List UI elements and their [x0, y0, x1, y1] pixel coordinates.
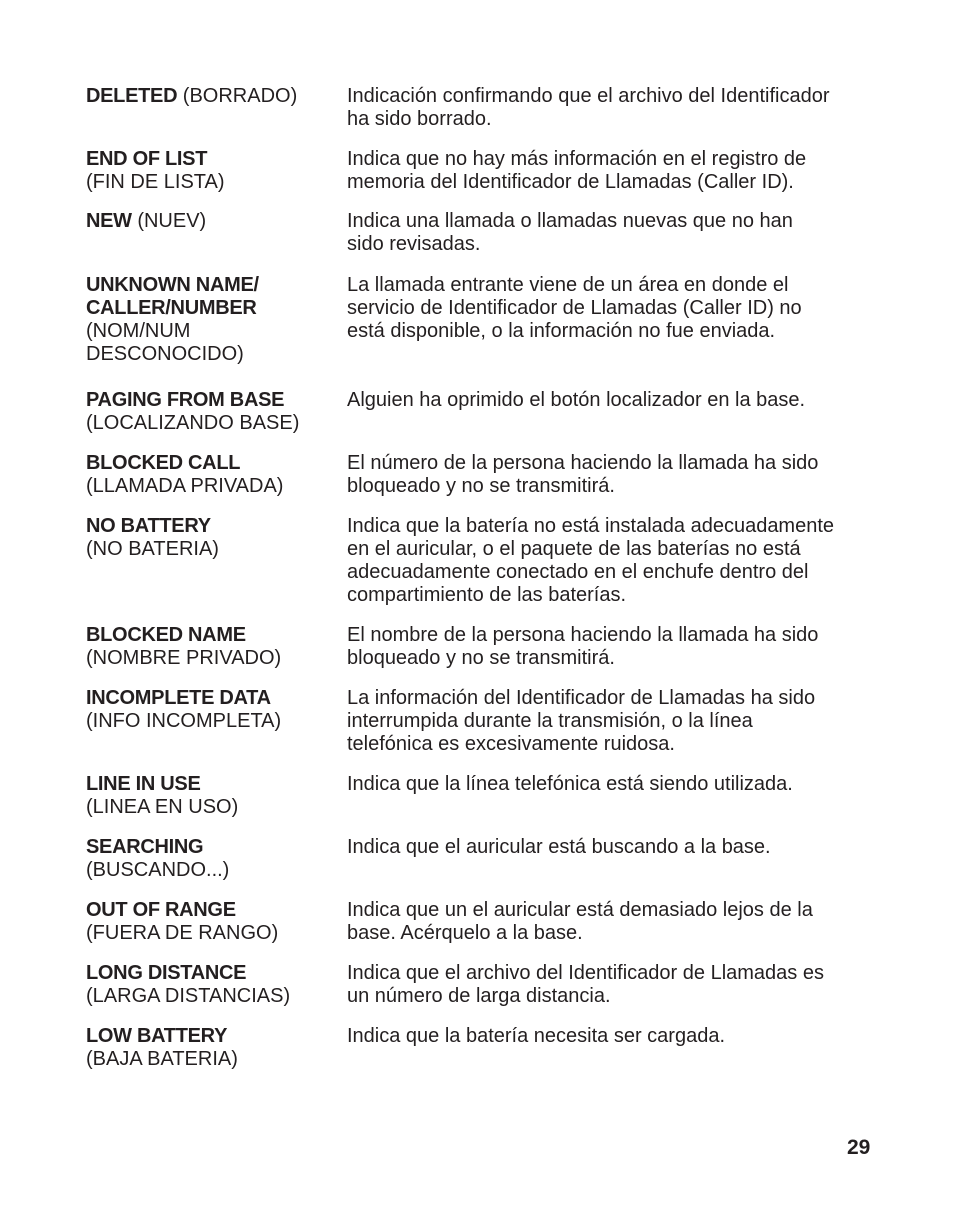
description-line: Indica que el auricular está buscando a la base. — [347, 836, 771, 858]
description-line: servicio de Identificador de Llamadas (Caller ID) no — [347, 297, 802, 319]
term-english: NO BATTERY — [86, 515, 211, 537]
description-line: bloqueado y no se transmitirá. — [347, 647, 615, 669]
description-line: está disponible, o la información no fue enviada. — [347, 320, 776, 342]
term-english: SEARCHING — [86, 836, 204, 858]
term-english: LOW BATTERY — [86, 1025, 228, 1047]
glossary-term — [86, 274, 336, 366]
description-line: memoria del Identificador de Llamadas (Caller ID). — [347, 171, 794, 193]
glossary-description — [347, 452, 877, 498]
description-line: El número de la persona haciendo la llamada ha sido — [347, 452, 819, 474]
glossary-term — [86, 773, 336, 819]
description-line: La información del Identificador de Llamadas ha sido — [347, 687, 816, 709]
description-line: La llamada entrante viene de un área en donde el — [347, 274, 789, 296]
description-line: interrumpida durante la transmisión, o la línea — [347, 710, 753, 732]
description-line: Indicación confirmando que el archivo del Identificador — [347, 85, 830, 107]
glossary-description — [347, 274, 877, 343]
term-spanish: (LARGA DISTANCIAS) — [86, 985, 291, 1007]
description-line: Indica que no hay más información en el registro de — [347, 148, 807, 170]
term-english: END OF LIST — [86, 148, 208, 170]
glossary-description — [347, 962, 877, 1008]
term-english: UNKNOWN NAME/ — [86, 274, 259, 296]
description-line: Indica que el archivo del Identificador de Llamadas es — [347, 962, 824, 984]
term-english: PAGING FROM BASE — [86, 389, 285, 411]
glossary-description — [347, 148, 877, 194]
glossary-term — [86, 515, 336, 561]
term-spanish: (BORRADO) — [177, 85, 298, 107]
term-line — [86, 836, 336, 859]
term-spanish: (LINEA EN USO) — [86, 796, 239, 818]
term-line — [86, 899, 336, 922]
glossary-description — [347, 210, 877, 256]
term-english: LINE IN USE — [86, 773, 201, 795]
term-line — [86, 687, 336, 710]
description-line: en el auricular, o el paquete de las baterías no está — [347, 538, 801, 560]
term-spanish: (BUSCANDO...) — [86, 859, 230, 881]
term-spanish: (NOM/NUM — [86, 320, 191, 342]
term-spanish: (NUEV) — [131, 210, 207, 232]
glossary-description — [347, 687, 877, 756]
description-line: base. Acérquelo a la base. — [347, 922, 583, 944]
term-spanish: (NOMBRE PRIVADO) — [86, 647, 282, 669]
term-english: LONG DISTANCE — [86, 962, 247, 984]
term-line — [86, 297, 336, 320]
term-spanish: (FIN DE LISTA) — [86, 171, 225, 193]
term-line — [86, 452, 336, 475]
glossary-term — [86, 148, 336, 194]
description-line: Indica que un el auricular está demasiado lejos de la — [347, 899, 813, 921]
term-spanish: (FUERA DE RANGO) — [86, 922, 279, 944]
term-line — [86, 389, 336, 412]
description-line: Indica que la batería necesita ser cargada. — [347, 1025, 726, 1047]
term-spanish: (NO BATERIA) — [86, 538, 219, 560]
term-spanish: (INFO INCOMPLETA) — [86, 710, 282, 732]
term-line — [86, 274, 336, 297]
term-line — [86, 148, 336, 171]
term-line — [86, 85, 336, 108]
glossary-description — [347, 1025, 877, 1048]
term-line — [86, 515, 336, 538]
glossary-description — [347, 85, 877, 131]
glossary-term — [86, 85, 336, 108]
term-english: BLOCKED NAME — [86, 624, 246, 646]
description-line: telefónica es excesivamente ruidosa. — [347, 733, 675, 755]
term-line — [86, 210, 336, 233]
description-line: Indica una llamada o llamadas nuevas que no han — [347, 210, 793, 232]
glossary-description — [347, 389, 877, 412]
term-english: DELETED — [86, 85, 178, 107]
page-number: 29 — [847, 1136, 871, 1159]
glossary-term — [86, 210, 336, 233]
term-line — [86, 624, 336, 647]
glossary-term — [86, 962, 336, 1008]
glossary-term — [86, 836, 336, 882]
glossary-term — [86, 389, 336, 435]
description-line: sido revisadas. — [347, 233, 481, 255]
glossary-term — [86, 1025, 336, 1071]
description-line: Alguien ha oprimido el botón localizador en la base. — [347, 389, 806, 411]
term-spanish: DESCONOCIDO) — [86, 343, 244, 365]
description-line: un número de larga distancia. — [347, 985, 611, 1007]
term-line — [86, 1025, 336, 1048]
description-line: Indica que la línea telefónica está siendo utilizada. — [347, 773, 793, 795]
description-line: ha sido borrado. — [347, 108, 492, 130]
glossary-description — [347, 624, 877, 670]
term-english: BLOCKED CALL — [86, 452, 241, 474]
term-line — [86, 773, 336, 796]
glossary-term — [86, 624, 336, 670]
term-english: OUT OF RANGE — [86, 899, 236, 921]
term-english: CALLER/NUMBER — [86, 297, 257, 319]
glossary-description — [347, 773, 877, 796]
term-spanish: (LOCALIZANDO BASE) — [86, 412, 300, 434]
glossary-description — [347, 515, 877, 607]
glossary-description — [347, 836, 877, 859]
description-line: El nombre de la persona haciendo la llamada ha sido — [347, 624, 819, 646]
description-line: compartimiento de las baterías. — [347, 584, 627, 606]
glossary-term — [86, 452, 336, 498]
glossary-term — [86, 687, 336, 733]
description-line: adecuadamente conectado en el enchufe dentro del — [347, 561, 809, 583]
term-spanish: (BAJA BATERIA) — [86, 1048, 238, 1070]
term-english: INCOMPLETE DATA — [86, 687, 271, 709]
glossary-term — [86, 899, 336, 945]
glossary-description — [347, 899, 877, 945]
term-line — [86, 962, 336, 985]
description-line: Indica que la batería no está instalada adecuadamente — [347, 515, 835, 537]
term-english: NEW — [86, 210, 132, 232]
description-line: bloqueado y no se transmitirá. — [347, 475, 615, 497]
term-spanish: (LLAMADA PRIVADA) — [86, 475, 284, 497]
